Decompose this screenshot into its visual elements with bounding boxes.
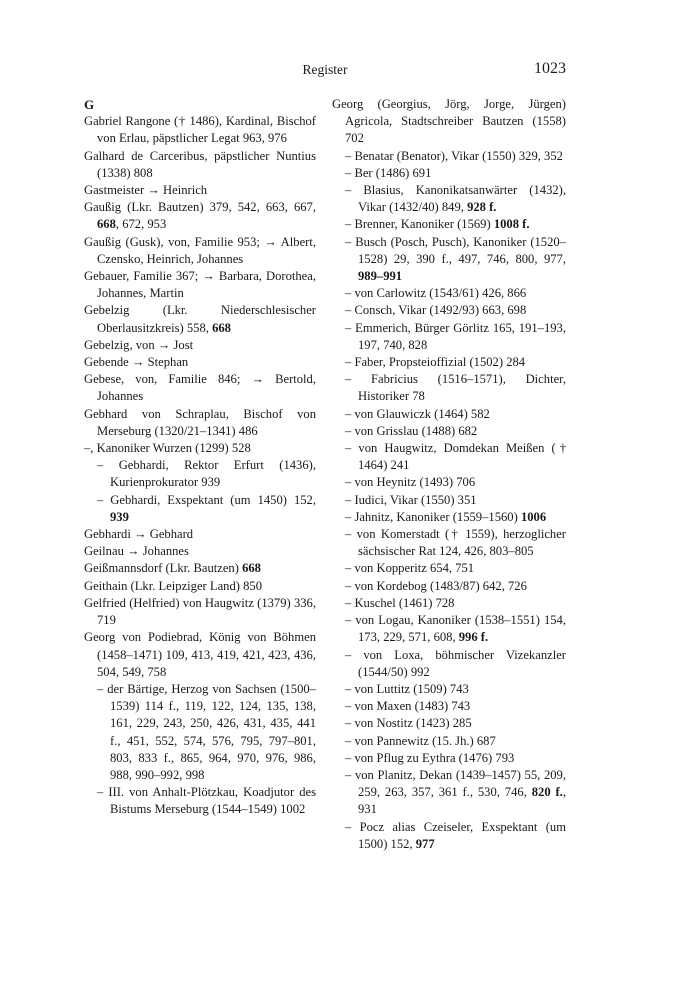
entry-text: Geißmannsdorf (Lkr. Bautzen) (84, 561, 243, 576)
index-column-left (84, 96, 316, 819)
running-title: Register (302, 62, 348, 77)
entry-text: – von Loxa, böhmischer Vizekanzler (1544/50) 992 (345, 647, 566, 679)
entry-text: – Benatar (Benator), Vikar (1550) 329, 352 (345, 148, 563, 163)
entry-text: – Emmerich, Bürger Görlitz 165, 191–193, 197, 740, 828 (345, 320, 566, 352)
index-entry (332, 560, 566, 577)
index-column-right (332, 96, 566, 853)
index-entry (332, 526, 566, 560)
entry-text: Gaußig (Lkr. Bautzen) 379, 542, 663, 667, (84, 200, 316, 215)
entry-text: – von Grisslau (1488) 682 (345, 423, 478, 438)
index-entry (332, 354, 566, 371)
index-entry (332, 819, 566, 853)
index-entry (332, 96, 566, 148)
index-entry (84, 371, 316, 405)
entry-text: Geithain (Lkr. Leipziger Land) 850 (84, 578, 262, 593)
entry-key-reference: 1008 f. (493, 217, 530, 232)
index-entry (332, 302, 566, 319)
entry-key-reference: 1006 (520, 509, 547, 524)
index-entry (332, 371, 566, 405)
index-entry (332, 320, 566, 354)
index-entry (332, 681, 566, 698)
index-entry (332, 216, 566, 233)
index-entry (84, 337, 316, 354)
index-entry (332, 165, 566, 182)
index-entry (332, 148, 566, 165)
index-entry (332, 492, 566, 509)
entry-text: , 931 (358, 785, 566, 817)
index-entry (332, 647, 566, 681)
entry-text: – von Glauwiczk (1464) 582 (345, 406, 490, 421)
entry-text: – von Kordebog (1483/87) 642, 726 (345, 578, 527, 593)
entry-text: – von Komerstadt († 1559), herzoglicher sächsischer Rat 124, 426, 803–805 (345, 527, 566, 559)
entry-text: – Busch (Posch, Pusch), Kanoniker (1520–1528) 29, 390 f., 497, 746, 800, 977, (345, 234, 566, 266)
index-entry (84, 492, 316, 526)
entry-text: – Kuschel (1461) 728 (345, 595, 455, 610)
index-entry (84, 182, 316, 199)
entry-text: Georg von Podiebrad, König von Böhmen (1458–1471) 109, 413, 419, 421, 423, 436, 504, 549, 758 (84, 630, 316, 679)
index-entry (332, 406, 566, 423)
entry-text: – Pocz alias Czeiseler, Exspektant (um 1500) 152, (345, 819, 566, 851)
index-entry (332, 285, 566, 302)
index-entry (332, 767, 566, 819)
index-entry (332, 612, 566, 646)
right-entries (332, 96, 566, 853)
entry-text: – von Pflug zu Eythra (1476) 793 (345, 750, 515, 765)
index-entry (84, 234, 316, 268)
index-entry (84, 113, 316, 147)
page-header (84, 60, 566, 82)
entry-key-reference: 668 (242, 561, 261, 576)
index-entry (84, 543, 316, 560)
index-entry (332, 733, 566, 750)
index-entry (84, 406, 316, 440)
entry-key-reference: 977 (415, 836, 435, 851)
entry-text: Gaußig (Gusk), von, Familie 953; → Albert, Czensko, Heinrich, Johannes (84, 234, 316, 266)
entry-key-reference: 996 f. (458, 630, 489, 645)
entry-text: – Fabricius (1516–1571), Dichter, Historiker 78 (345, 372, 566, 404)
entry-text: Gebauer, Familie 367; → Barbara, Dorothea, Johannes, Martin (84, 269, 316, 301)
entry-text: Gastmeister → Heinrich (84, 183, 208, 198)
index-entry (332, 595, 566, 612)
section-letter: G (84, 97, 95, 112)
entry-text: Gebhardi → Gebhard (84, 527, 194, 542)
entry-text: – Consch, Vikar (1492/93) 663, 698 (345, 303, 527, 318)
entry-text: – von Heynitz (1493) 706 (345, 475, 476, 490)
entry-text: – III. von Anhalt-Plötzkau, Koadjutor des Bistums Merseburg (1544–1549) 1002 (97, 785, 316, 817)
entry-text: – Brenner, Kanoniker (1569) (345, 217, 494, 232)
index-entry (84, 268, 316, 302)
entry-text: – von Logau, Kanoniker (1538–1551) 154, 173, 229, 571, 608, (345, 613, 566, 645)
entry-text: – von Carlowitz (1543/61) 426, 866 (345, 286, 527, 301)
entry-key-reference: 989–991 (358, 269, 403, 284)
entry-text: Gabriel Rangone († 1486), Kardinal, Bischof von Erlau, päpstlicher Legat 963, 976 (84, 114, 316, 146)
entry-text: – Gebhardi, Exspektant (um 1450) 152, (97, 492, 316, 507)
entry-text: Gebelzig, von → Jost (84, 337, 194, 352)
entry-key-reference: 668 (212, 320, 231, 335)
entry-text: – Blasius, Kanonikatsanwärter (1432), Vikar (1432/40) 849, (345, 183, 566, 215)
entry-text: Gebese, von, Familie 846; → Bertold, Johannes (84, 372, 316, 404)
entry-text: – Jahnitz, Kanoniker (1559–1560) (345, 509, 521, 524)
entry-text: – von Haugwitz, Domdekan Meißen († 1464) 241 (345, 441, 566, 473)
entry-text: Gebende → Stephan (84, 355, 189, 370)
left-entries (84, 113, 316, 818)
index-entry (84, 578, 316, 595)
entry-text: – der Bärtige, Herzog von Sachsen (1500–1539) 114 f., 119, 122, 124, 135, 138, 161, 229, 243, 250, 426, 431, 435, 441 f., 451, 552, 574, 576, 795, 797–801, 803, 833 f., 865, 964, 970, 976, 986, 988, 990–992, 998 (97, 681, 316, 782)
index-entry (332, 182, 566, 216)
index-entry (84, 560, 316, 577)
index-entry (332, 440, 566, 474)
entry-text: Georg (Georgius, Jörg, Jorge, Jürgen) Agricola, Stadtschreiber Bautzen (1558) 702 (332, 97, 566, 146)
entry-text: Galhard de Carceribus, päpstlicher Nuntius (1338) 808 (84, 148, 316, 180)
index-entry (84, 681, 316, 784)
index-entry (84, 526, 316, 543)
entry-key-reference: 820 f. (531, 785, 563, 800)
index-entry (84, 199, 316, 233)
entry-text: – von Luttitz (1509) 743 (345, 681, 469, 696)
entry-text: – Faber, Propsteioffizial (1502) 284 (345, 355, 526, 370)
index-entry (84, 302, 316, 336)
index-entry (84, 148, 316, 182)
entry-text: – von Pannewitz (15. Jh.) 687 (345, 733, 496, 748)
entry-key-reference: 668 (97, 217, 116, 232)
entry-text: – Ber (1486) 691 (345, 165, 432, 180)
index-entry (332, 234, 566, 286)
entry-text: Gebelzig (Lkr. Niederschlesischer Oberlausitzkreis) 558, (84, 303, 316, 335)
index-entry (332, 509, 566, 526)
page-number: 1023 (534, 60, 566, 77)
index-entry (84, 784, 316, 818)
index-entry (332, 578, 566, 595)
entry-text: – von Maxen (1483) 743 (345, 699, 471, 714)
entry-text: – Gebhardi, Rektor Erfurt (1436), Kurienprokurator 939 (97, 458, 316, 490)
index-entry (84, 440, 316, 457)
entry-text: –, Kanoniker Wurzen (1299) 528 (84, 441, 251, 456)
entry-key-reference: 928 f. (467, 200, 497, 215)
index-entry (84, 457, 316, 491)
index-entry (84, 595, 316, 629)
index-entry (332, 750, 566, 767)
index-entry (332, 474, 566, 491)
entry-text: , 672, 953 (115, 217, 167, 232)
index-entry (332, 715, 566, 732)
entry-key-reference: 939 (110, 509, 129, 524)
index-entry (84, 629, 316, 681)
entry-text: – von Nostitz (1423) 285 (345, 716, 472, 731)
entry-text: Gebhard von Schraplau, Bischof von Merseburg (1320/21–1341) 486 (84, 406, 316, 438)
entry-text: – Iudici, Vikar (1550) 351 (345, 492, 477, 507)
index-entry (332, 698, 566, 715)
entry-text: – von Kopperitz 654, 751 (345, 561, 475, 576)
index-entry (332, 423, 566, 440)
entry-text: Gelfried (Helfried) von Haugwitz (1379) 336, 719 (84, 595, 316, 628)
index-entry (84, 354, 316, 371)
entry-text: Geilnau → Johannes (84, 544, 189, 559)
entry-text: – von Planitz, Dekan (1439–1457) 55, 209, 259, 263, 357, 361 f., 530, 746, (345, 767, 566, 800)
